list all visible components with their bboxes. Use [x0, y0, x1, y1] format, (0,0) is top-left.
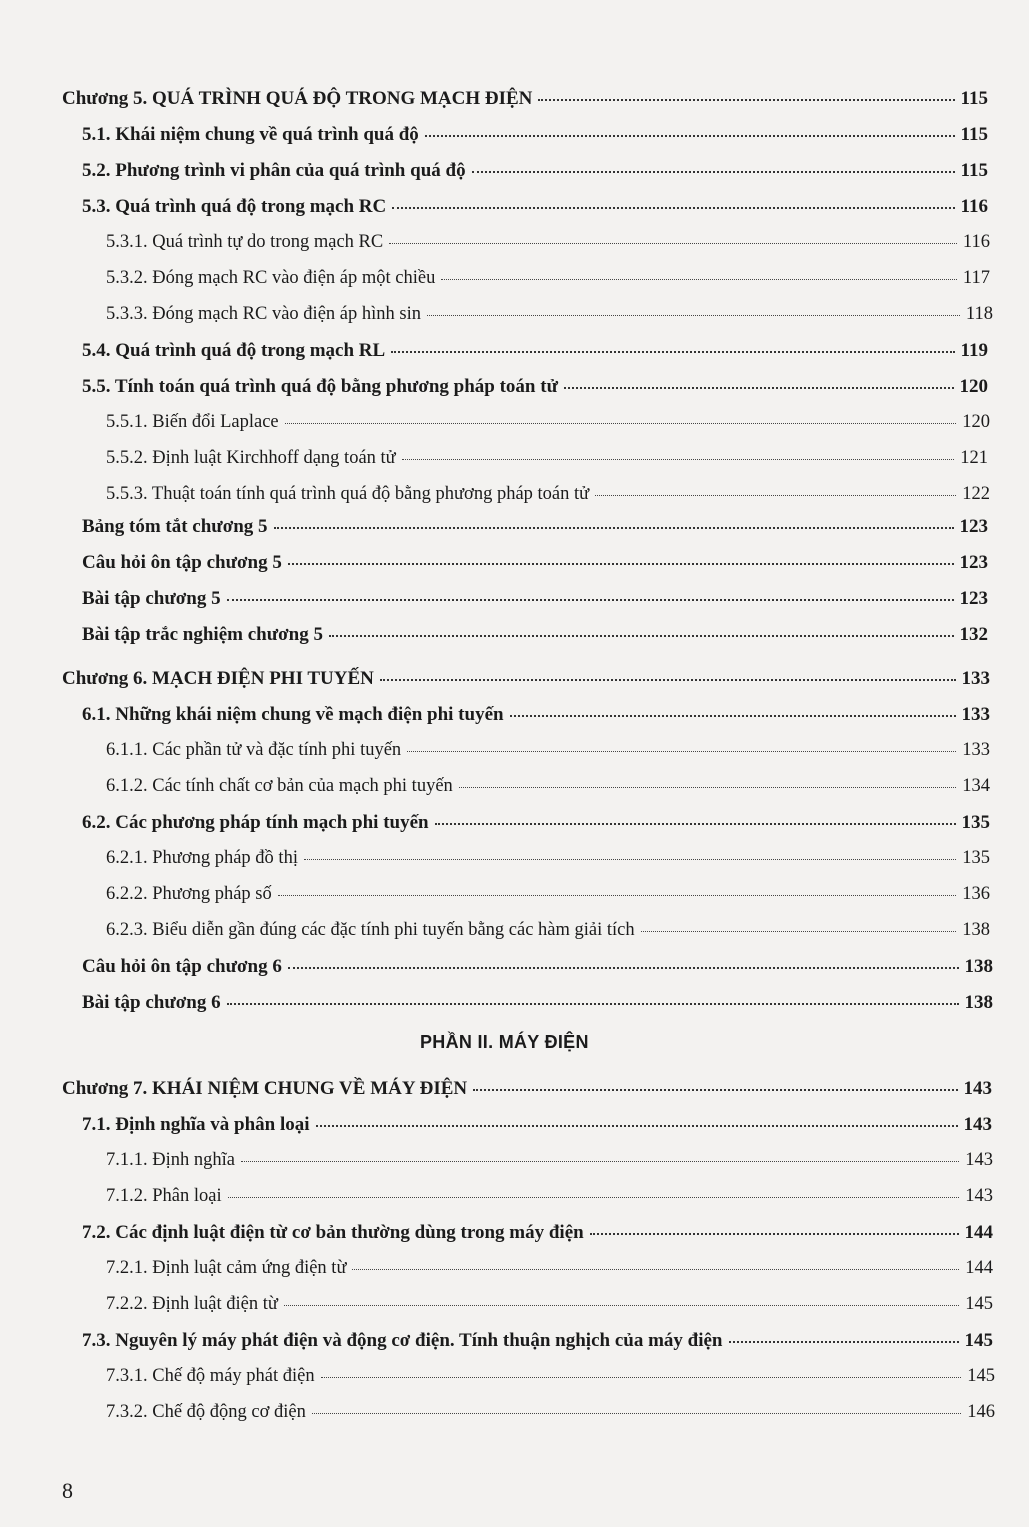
toc-entry-page: 117 [962, 268, 990, 288]
toc-entry [82, 624, 988, 646]
toc-entry-page: 146 [967, 1402, 995, 1422]
toc-entry-label: 7.2. Các định luật điện từ cơ bản thường dùng trong máy điện [82, 1222, 584, 1243]
dot-leader [288, 967, 959, 969]
toc-entry-label: 5.5. Tính toán quá trình quá độ bằng phương pháp toán tử [82, 376, 558, 397]
dot-leader [402, 459, 955, 460]
dot-leader [641, 931, 957, 932]
toc-entry-label: Bài tập chương 6 [82, 992, 221, 1013]
dot-leader [473, 1089, 957, 1091]
dot-leader [427, 315, 960, 316]
dot-leader [278, 895, 956, 896]
toc-entry-label: 6.1. Những khái niệm chung về mạch điện phi tuyến [82, 704, 504, 725]
toc-entry-page: 121 [960, 448, 988, 468]
part-title: PHẦN II. MÁY ĐIỆN [420, 1032, 589, 1052]
toc-entry-label: Chương 6. MẠCH ĐIỆN PHI TUYẾN [62, 668, 374, 689]
toc-entry-label: 5.3.3. Đóng mạch RC vào điện áp hình sin [106, 304, 421, 324]
toc-entry-label: 5.5.3. Thuật toán tính quá trình quá độ bằng phương pháp toán tử [106, 484, 590, 504]
toc-entry-label: 5.2. Phương trình vi phân của quá trình quá độ [82, 160, 466, 181]
toc-entry-page: 115 [960, 88, 988, 109]
toc-entry [82, 552, 988, 574]
dot-leader [284, 1305, 959, 1306]
toc-entry-page: 143 [965, 1150, 993, 1170]
toc-entry-label: Bài tập trắc nghiệm chương 5 [82, 624, 323, 645]
toc-entry-page: 123 [959, 516, 988, 537]
dot-leader [407, 751, 956, 752]
dot-leader [380, 679, 956, 681]
toc-entry [82, 160, 988, 182]
toc-entry [82, 340, 988, 362]
toc-entry [82, 992, 993, 1014]
toc-entry [106, 1258, 993, 1279]
toc-entry-page: 118 [965, 304, 993, 324]
toc-entry-page: 133 [962, 740, 990, 760]
toc-entry [62, 668, 990, 690]
toc-entry-page: 120 [959, 376, 988, 397]
toc-entry-page: 138 [964, 956, 993, 977]
dot-leader [241, 1161, 959, 1162]
toc-entry-page: 133 [961, 668, 990, 689]
toc-entry [106, 740, 990, 761]
toc-entry [106, 484, 990, 505]
dot-leader [274, 527, 954, 529]
toc-entry-label: 7.1.1. Định nghĩa [106, 1150, 235, 1170]
toc-entry [106, 848, 990, 869]
toc-entry-label: 5.5.2. Định luật Kirchhoff dạng toán tử [106, 448, 396, 468]
toc-entry-page: 134 [962, 776, 990, 796]
dot-leader [316, 1125, 958, 1127]
toc-entry-label: 5.3.2. Đóng mạch RC vào điện áp một chiều [106, 268, 436, 288]
toc-entry [106, 1150, 993, 1171]
toc-entry [106, 776, 990, 797]
toc-entry [62, 1078, 992, 1100]
toc-entry [106, 1402, 995, 1423]
toc-entry [82, 956, 993, 978]
toc-entry-label: 7.1. Định nghĩa và phân loại [82, 1114, 310, 1135]
toc-entry [106, 304, 993, 325]
toc-entry [106, 232, 990, 253]
dot-leader [441, 279, 957, 280]
toc-entry [106, 1186, 993, 1207]
toc-entry [106, 1366, 995, 1387]
toc-entry-label: 7.3.1. Chế độ máy phát điện [106, 1366, 315, 1386]
dot-leader [590, 1233, 959, 1235]
toc-entry-page: 145 [965, 1294, 993, 1314]
toc-entry-label: 7.1.2. Phân loại [106, 1186, 222, 1206]
toc-entry-page: 136 [962, 884, 990, 904]
toc-entry-label: 7.3.2. Chế độ động cơ điện [106, 1402, 306, 1422]
dot-leader [391, 351, 954, 353]
toc-entry-label: Câu hỏi ôn tập chương 5 [82, 552, 282, 573]
toc-entry-page: 116 [960, 196, 988, 217]
toc-entry-page: 123 [959, 552, 988, 573]
dot-leader [459, 787, 956, 788]
page-number: 8 [62, 1478, 73, 1503]
toc-entry [82, 812, 990, 834]
toc-entry-label: Bảng tóm tắt chương 5 [82, 516, 268, 537]
toc-entry-label: 6.1.1. Các phần tử và đặc tính phi tuyến [106, 740, 402, 760]
toc-entry-label: Chương 7. KHÁI NIỆM CHUNG VỀ MÁY ĐIỆN [62, 1078, 468, 1099]
dot-leader [329, 635, 954, 637]
dot-leader [435, 823, 956, 825]
dot-leader [304, 859, 956, 860]
toc-entry [82, 1330, 993, 1352]
toc-entry-page: 115 [960, 160, 988, 181]
toc-entry [82, 124, 988, 146]
toc-entry-label: Bài tập chương 5 [82, 588, 221, 609]
dot-leader [321, 1377, 962, 1378]
dot-leader [510, 715, 956, 717]
dot-leader [227, 1003, 959, 1005]
toc-entry [106, 884, 990, 905]
toc-entry [62, 88, 988, 110]
toc-entry-label: 5.3.1. Quá trình tự do trong mạch RC [106, 232, 384, 252]
toc-entry [82, 1222, 993, 1244]
toc-entry-label: 5.5.1. Biến đổi Laplace [106, 412, 279, 432]
toc-entry-label: 6.2. Các phương pháp tính mạch phi tuyến [82, 812, 429, 833]
dot-leader [288, 563, 954, 565]
dot-leader [472, 171, 955, 173]
dot-leader [352, 1269, 959, 1270]
dot-leader [312, 1413, 961, 1414]
toc-entry-label: 5.1. Khái niệm chung về quá trình quá độ [82, 124, 419, 145]
toc-entry [82, 376, 988, 398]
toc-entry [82, 704, 990, 726]
toc-entry [82, 1114, 992, 1136]
toc-entry-page: 122 [962, 484, 990, 504]
toc-entry-page: 132 [959, 624, 988, 645]
dot-leader [729, 1341, 959, 1343]
toc-entry-label: 7.2.1. Định luật cảm ứng điện từ [106, 1258, 347, 1278]
dot-leader [228, 1197, 960, 1198]
toc-entry-label: 5.4. Quá trình quá độ trong mạch RL [82, 340, 386, 361]
toc-entry-page: 135 [961, 812, 990, 833]
toc-entry-label: Câu hỏi ôn tập chương 6 [82, 956, 282, 977]
toc-entry [106, 920, 990, 941]
toc-entry [82, 196, 988, 218]
toc-entry-label: 7.3. Nguyên lý máy phát điện và động cơ điện. Tính thuận nghịch của máy điện [82, 1330, 723, 1351]
dot-leader [389, 243, 957, 244]
toc-entry-label: 6.2.2. Phương pháp số [106, 884, 272, 904]
toc-entry-label: 6.2.1. Phương pháp đồ thị [106, 848, 298, 868]
toc-entry-label: Chương 5. QUÁ TRÌNH QUÁ ĐỘ TRONG MẠCH ĐIỆN [62, 88, 533, 109]
toc-entry [106, 448, 988, 469]
toc-entry-page: 133 [961, 704, 990, 725]
toc-entry-page: 145 [967, 1366, 995, 1386]
toc-entry-page: 143 [963, 1078, 992, 1099]
toc-entry-page: 116 [962, 232, 990, 252]
toc-entry-label: 7.2.2. Định luật điện từ [106, 1294, 278, 1314]
toc-entry [106, 1294, 993, 1315]
toc-entry-page: 138 [962, 920, 990, 940]
dot-leader [595, 495, 956, 496]
toc-entry-label: 6.2.3. Biểu diễn gần đúng các đặc tính phi tuyến bằng các hàm giải tích [106, 920, 635, 940]
toc-entry-page: 145 [964, 1330, 993, 1351]
toc-entry-page: 120 [962, 412, 990, 432]
toc-entry-page: 119 [960, 340, 988, 361]
toc-entry-page: 123 [959, 588, 988, 609]
toc-entry-page: 135 [962, 848, 990, 868]
toc-entry-page: 143 [965, 1186, 993, 1206]
dot-leader [425, 135, 955, 137]
toc-entry-page: 144 [964, 1222, 993, 1243]
toc-entry-label: 6.1.2. Các tính chất cơ bản của mạch phi tuyến [106, 776, 453, 796]
dot-leader [538, 99, 954, 101]
toc-entry-label: 5.3. Quá trình quá độ trong mạch RC [82, 196, 387, 217]
toc-entry [106, 268, 990, 289]
toc-entry-page: 115 [960, 124, 988, 145]
toc-entry-page: 144 [965, 1258, 993, 1278]
toc-entry [82, 516, 988, 538]
dot-leader [564, 387, 954, 389]
toc-entry-page: 138 [964, 992, 993, 1013]
dot-leader [285, 423, 957, 424]
dot-leader [392, 207, 954, 209]
toc-entry [106, 412, 990, 433]
toc-entry [82, 588, 988, 610]
toc-entry-page: 143 [963, 1114, 992, 1135]
dot-leader [227, 599, 954, 601]
